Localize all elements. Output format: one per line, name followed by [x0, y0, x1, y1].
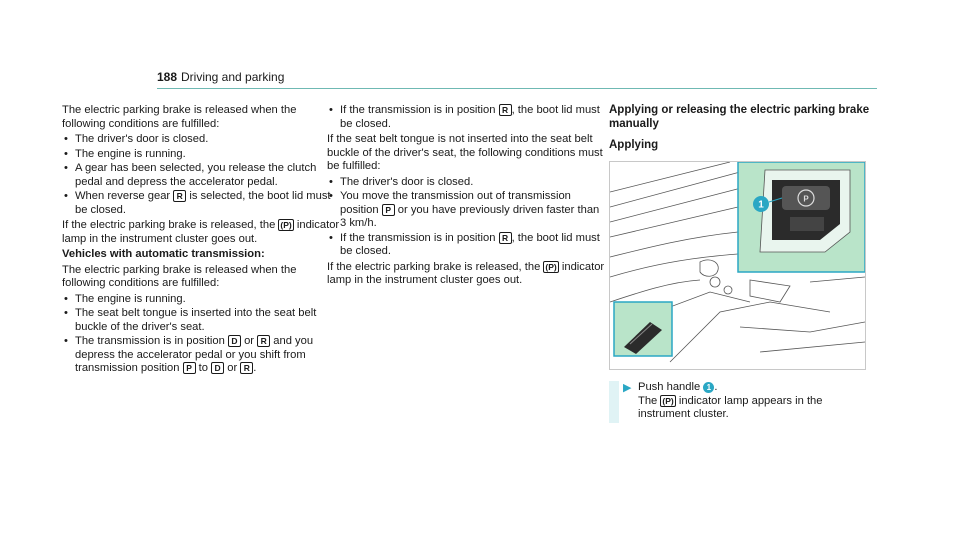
- step-text-part: .: [714, 381, 718, 393]
- conditions-list-no-belt: [327, 176, 607, 259]
- list-item: • The seat belt tongue is inserted into the seat belt buckle of the driver's seat.: [62, 307, 342, 334]
- list-item: • The driver's door is closed.: [327, 176, 607, 190]
- reverse-gear-icon: R: [257, 335, 270, 347]
- belt-condition-text: If the seat belt tongue is not inserted into the seat belt buckle of the driver's seat, the following conditions must be fulfilled:: [327, 133, 603, 172]
- indicator-text: [327, 261, 607, 288]
- instruction-step: [609, 381, 864, 423]
- list-text: or: [240, 335, 258, 347]
- callout-badge: 1: [703, 382, 714, 393]
- step-text-part: Push handle: [638, 381, 704, 393]
- section-title: Driving and parking: [181, 70, 285, 84]
- reverse-gear-icon: R: [173, 190, 186, 202]
- step-arrow-icon: ▶: [623, 382, 632, 394]
- list-item: [327, 232, 607, 259]
- list-text: If the transmission is in position: [340, 231, 499, 244]
- paragraph-text: indicator lamp in the instrument cluster goes out.: [327, 260, 605, 286]
- section-heading: Applying or releasing the electric parking brake manually: [609, 104, 870, 130]
- step-text-part: indicator lamp appears in the instrument cluster.: [638, 394, 823, 420]
- list-text: and you depress the accelerator pedal or you shift from transmission position: [75, 335, 314, 374]
- page-header: [157, 70, 877, 92]
- indicator-text: [62, 219, 342, 246]
- list-item: • The engine is running.: [62, 148, 342, 162]
- step-line-2: [638, 395, 863, 422]
- park-gear-icon: P: [183, 362, 196, 374]
- step-text: [638, 381, 863, 422]
- list-text: You move the transmission out of transmission position: [340, 190, 571, 216]
- column-2: [327, 104, 607, 290]
- drive-gear-icon: D: [211, 362, 224, 374]
- list-text: The transmission is in position: [75, 335, 228, 347]
- list-text: .: [253, 362, 257, 374]
- list-item: [327, 190, 607, 231]
- list-text: is selected, the boot lid must be closed.: [75, 190, 331, 216]
- list-text: or you have previously driven faster than 3 km/h.: [340, 203, 600, 229]
- column-1: [62, 104, 342, 378]
- list-text: , the boot lid must be closed.: [340, 104, 600, 130]
- list-text: to: [195, 362, 212, 374]
- list-item: [327, 104, 607, 131]
- automatic-transmission-heading: Vehicles with automatic transmission:: [62, 248, 265, 260]
- reverse-gear-icon: R: [499, 232, 512, 244]
- list-item: • A gear has been selected, you release the clutch pedal and depress the accelerator pedal.: [62, 162, 342, 189]
- list-item: • The driver's door is closed.: [62, 133, 342, 147]
- list-text: If the transmission is in position: [340, 104, 499, 116]
- step-line-1: [638, 381, 863, 395]
- step-text-part: The: [638, 394, 661, 407]
- list-item: [62, 335, 342, 376]
- paragraph-text: If the electric parking brake is released, the: [327, 260, 544, 273]
- column-3: [609, 104, 871, 167]
- parking-brake-illustration: [609, 161, 866, 370]
- parking-brake-indicator-icon: (P): [545, 261, 557, 272]
- conditions-list-manual: [62, 133, 342, 217]
- step-highlight-bar: [609, 381, 619, 423]
- subheading-applying: Applying: [609, 139, 659, 151]
- header-rule: [157, 88, 877, 89]
- callout-number: 1: [758, 199, 764, 211]
- paragraph-text: If the electric parking brake is released, the: [62, 219, 279, 231]
- conditions-list-automatic: [62, 293, 342, 376]
- reverse-gear-icon: R: [499, 104, 512, 116]
- page-number: 188: [157, 70, 178, 84]
- list-text: When reverse gear: [75, 190, 174, 202]
- parking-brake-indicator-icon: (P): [280, 220, 292, 230]
- park-gear-icon: P: [382, 204, 395, 216]
- list-text: or: [224, 362, 241, 374]
- parking-brake-indicator-icon: (P): [662, 395, 674, 406]
- reverse-gear-icon: R: [240, 362, 253, 374]
- list-item: [62, 190, 342, 217]
- paragraph-text: indicator lamp in the instrument cluster goes out.: [62, 219, 340, 245]
- svg-text:P: P: [803, 194, 809, 204]
- dashboard-drawing: [610, 162, 865, 369]
- drive-gear-icon: D: [228, 335, 241, 347]
- conditions-list-continued: [327, 104, 607, 131]
- intro-text: The electric parking brake is released when the following conditions are fulfilled:: [62, 104, 297, 130]
- intro-text-2: The electric parking brake is released when the following conditions are fulfilled:: [62, 263, 297, 289]
- list-item: • The engine is running.: [62, 293, 342, 307]
- list-text: , the boot lid must be closed.: [340, 231, 600, 257]
